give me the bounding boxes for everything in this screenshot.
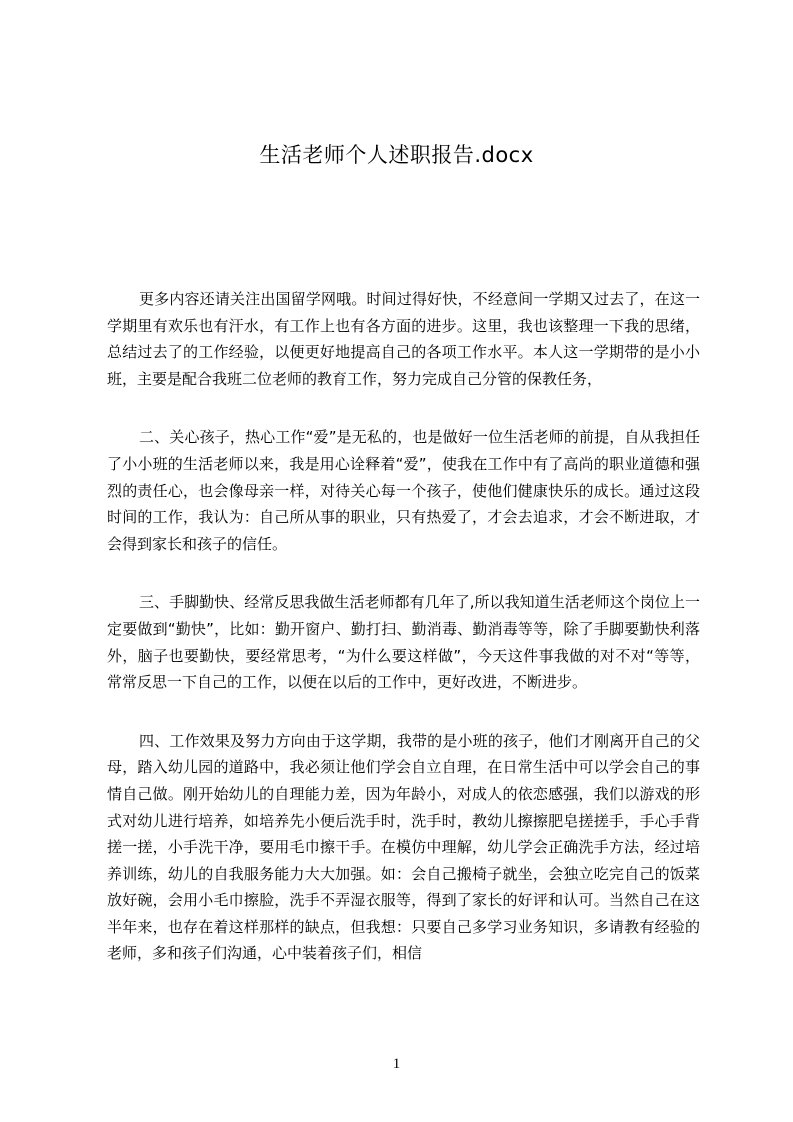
document-title: 生活老师个人述职报告.docx xyxy=(259,143,534,167)
paragraph-section-4: 四、工作效果及努力方向由于这学期，我带的是小班的孩子，他们才刚离开自己的父母，踏入幼儿园的道路中，我必须让他们学会自立自理，在日常生活中可以学会自己的事情自己做。刚开始幼儿的自理能力差，因为年龄小，对成人的依恋感强，我们以游戏的形式对幼儿进行培养，如培养先小便后洗手时，洗手时，教幼儿擦擦肥皂搓搓手，手心手背搓一搓，小手洗干净，要用毛巾擦干手。在模仿中理解，幼儿学会正确洗手方法，经过培养训练，幼儿的自我服务能力大大加强。如：会自己搬椅子就坐，会独立吃完自己的饭菜放好碗，会用小毛巾擦脸，洗手不弄湿衣服等，得到了家长的好评和认可。当然自己在这半年来，也存在着这样那样的缺点，但我想：只要自己多学习业务知识，多请教有经验的老师，多和孩子们沟通，心中装着孩子们，相信 xyxy=(107,731,700,963)
page-number: 1 xyxy=(392,1056,401,1072)
paragraph-section-2: 二、关心孩子，热心工作“爱”是无私的，也是做好一位生活老师的前提，自从我担任了小小班的生活老师以来，我是用心诠释着“爱”，使我在工作中有了高尚的职业道德和强烈的责任心，也会像母亲一样，对待关心每一个孩子，使他们健康快乐的成长。通过这段时间的工作，我认为：自己所从事的职业，只有热爱了，才会去追求，才会不断进取，才会得到家长和孩子的信任。 xyxy=(107,428,700,553)
paragraph-intro: 更多内容还请关注出国留学网哦。时间过得好快，不经意间一学期又过去了，在这一学期里有欢乐也有汗水，有工作上也有各方面的进步。这里，我也该整理一下我的思绪，总结过去了的工作经验，以便更好地提高自己的各项工作水平。本人这一学期带的是小小班，主要是配合我班二位老师的教育工作，努力完成自己分管的保教任务， xyxy=(107,290,700,388)
paragraph-section-3: 三、手脚勤快、经常反思我做生活老师都有几年了,所以我知道生活老师这个岗位上一定要做到“勤快”，比如：勤开窗户、勤打扫、勤消毒、勤消毒等等，除了手脚要勤快利落外，脑子也要勤快，要经常思考，“为什么要这样做”，今天这件事我做的对不对“等等，常常反思一下自己的工作，以便在以后的工作中，更好改进，不断进步。 xyxy=(107,593,700,692)
document-body xyxy=(107,286,700,999)
